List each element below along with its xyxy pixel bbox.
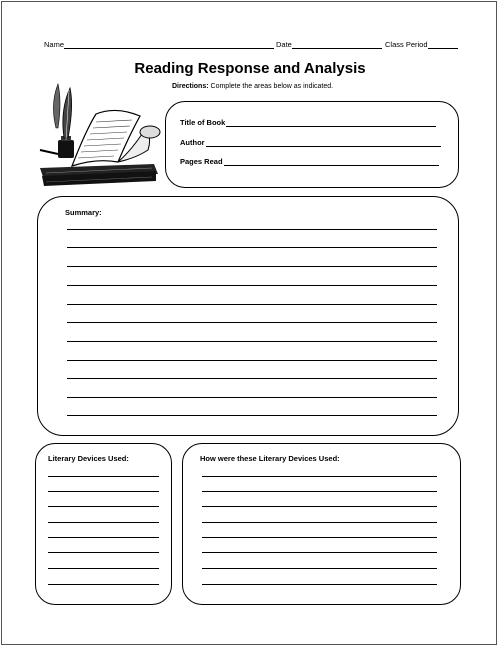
how-used-line	[202, 491, 437, 492]
summary-line	[67, 304, 437, 305]
name-label: Name	[44, 40, 65, 49]
class-period-field[interactable]	[385, 40, 458, 49]
date-line	[292, 40, 382, 49]
pages-read-label: Pages Read	[180, 157, 223, 166]
name-field[interactable]	[44, 40, 274, 49]
author-line	[206, 138, 441, 147]
summary-line	[67, 322, 437, 323]
summary-line	[67, 247, 437, 248]
title-of-book-line	[226, 118, 436, 127]
how-used-label: How were these Literary Devices Used:	[200, 454, 340, 463]
book-info-box	[165, 101, 459, 188]
directions-text: Complete the areas below as indicated.	[210, 83, 334, 90]
how-used-line	[202, 522, 437, 523]
how-used-line	[202, 568, 437, 569]
how-used-line	[202, 552, 437, 553]
pages-read-field[interactable]	[180, 157, 439, 166]
author-label: Author	[180, 138, 205, 147]
page-title: Reading Response and Analysis	[134, 60, 366, 77]
literary-devices-line	[48, 491, 159, 492]
directions	[172, 83, 333, 90]
date-label: Date	[276, 40, 292, 49]
literary-devices-box[interactable]	[35, 443, 172, 605]
how-used-line	[202, 476, 437, 477]
class-period-label: Class Period	[385, 40, 428, 49]
literary-devices-line	[48, 522, 159, 523]
summary-line	[67, 285, 437, 286]
title-of-book-label: Title of Book	[180, 118, 226, 127]
literary-devices-line	[48, 476, 159, 477]
literary-devices-line	[48, 584, 159, 585]
literary-devices-line	[48, 506, 159, 507]
title-of-book-field[interactable]	[180, 118, 436, 127]
date-field[interactable]	[276, 40, 382, 49]
summary-line	[67, 266, 437, 267]
literary-devices-label: Literary Devices Used:	[48, 454, 129, 463]
how-used-line	[202, 506, 437, 507]
how-used-line	[202, 584, 437, 585]
summary-line	[67, 229, 437, 230]
class-period-line	[428, 40, 458, 49]
author-field[interactable]	[180, 138, 441, 147]
summary-line	[67, 415, 437, 416]
summary-line	[67, 397, 437, 398]
summary-label: Summary:	[65, 208, 102, 217]
summary-line	[67, 341, 437, 342]
literary-devices-line	[48, 552, 159, 553]
summary-box[interactable]	[37, 196, 459, 436]
summary-line	[67, 378, 437, 379]
name-line	[64, 40, 274, 49]
how-used-box[interactable]	[182, 443, 461, 605]
directions-label: Directions:	[172, 83, 209, 90]
summary-line	[67, 360, 437, 361]
quill-inkwell-book-icon	[36, 80, 164, 188]
pages-read-line	[224, 157, 439, 166]
how-used-line	[202, 537, 437, 538]
literary-devices-line	[48, 537, 159, 538]
literary-devices-line	[48, 568, 159, 569]
